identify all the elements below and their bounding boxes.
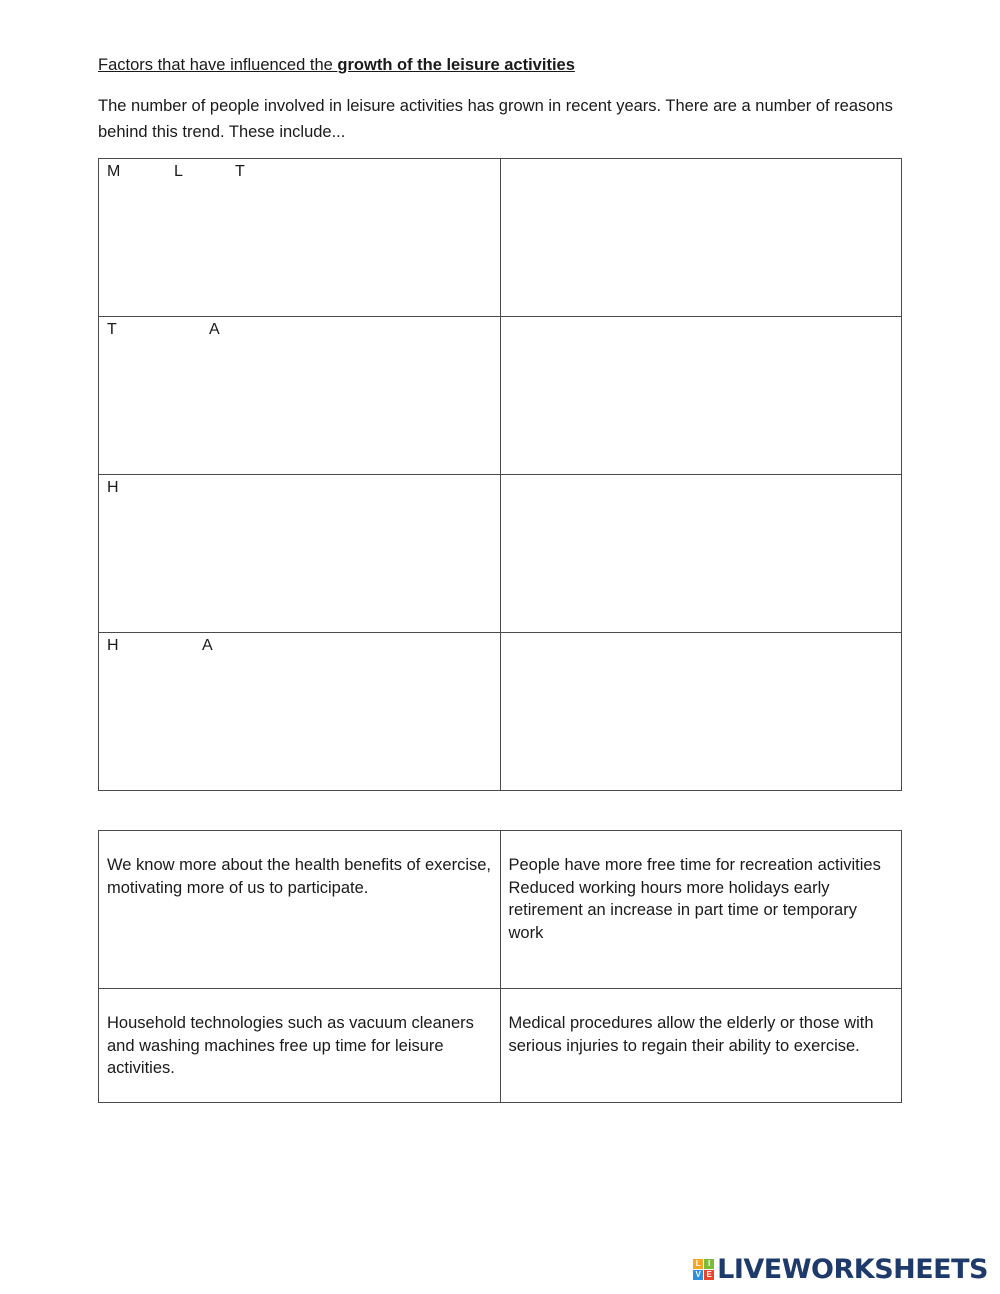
- cue-label-cell: [99, 633, 501, 791]
- cue-letter: M: [107, 163, 121, 180]
- answer-options-table: [98, 830, 902, 1103]
- answer-text: People have more free time for recreation activities: [508, 856, 881, 874]
- heading-prefix: Factors that have influenced the: [98, 56, 338, 74]
- logo-block: I: [704, 1259, 714, 1269]
- cue-label-cell: [99, 317, 501, 475]
- logo-text: LIVEWORKSHEETS: [717, 1254, 988, 1285]
- answer-text: Household technologies such as vacuum cleaners and washing machines free up time for leisure activities.: [107, 1014, 474, 1077]
- answer-drop-cell[interactable]: [500, 317, 902, 475]
- answer-option[interactable]: [500, 989, 902, 1103]
- cue-letter: T: [107, 321, 117, 338]
- cue-letter: H: [107, 637, 119, 654]
- logo-block: L: [693, 1259, 703, 1269]
- cue-row: [99, 159, 902, 317]
- logo-block: E: [704, 1270, 714, 1280]
- answer-drop-cell[interactable]: [500, 159, 902, 317]
- cue-letter: A: [209, 321, 220, 338]
- cue-row: [99, 633, 902, 791]
- answer-text: We know more about the health benefits of exercise, motivating more of us to participate.: [107, 856, 491, 897]
- answer-option[interactable]: [99, 831, 501, 989]
- answer-drop-cell[interactable]: [500, 475, 902, 633]
- answer-text: Reduced working hours more holidays early retirement an increase in part time or temporary work: [508, 878, 857, 942]
- intro-paragraph: The number of people involved in leisure activities has grown in recent years. There are a number of reasons behind this trend. These include...: [98, 97, 893, 141]
- cue-letter: A: [202, 637, 213, 654]
- answer-row: [99, 831, 902, 989]
- cue-label-cell: [99, 475, 501, 633]
- answer-text: Medical procedures allow the elderly or those with serious injuries to regain their ability to exercise.: [508, 1014, 874, 1055]
- cue-letter: T: [235, 163, 245, 180]
- logo-block: V: [693, 1270, 703, 1280]
- cue-row: [99, 317, 902, 475]
- cue-letter: H: [107, 479, 119, 496]
- heading-bold: growth of the leisure activities: [337, 56, 575, 74]
- answer-option[interactable]: [500, 831, 902, 989]
- answer-row: [99, 989, 902, 1103]
- cue-row: [99, 475, 902, 633]
- live-blocks-icon: [693, 1259, 714, 1280]
- answer-option[interactable]: [99, 989, 501, 1103]
- cue-letter: L: [174, 163, 183, 180]
- worksheet-heading: [98, 56, 575, 75]
- cue-table: [98, 158, 902, 791]
- liveworksheets-logo: [693, 1254, 988, 1285]
- answer-drop-cell[interactable]: [500, 633, 902, 791]
- cue-label-cell: [99, 159, 501, 317]
